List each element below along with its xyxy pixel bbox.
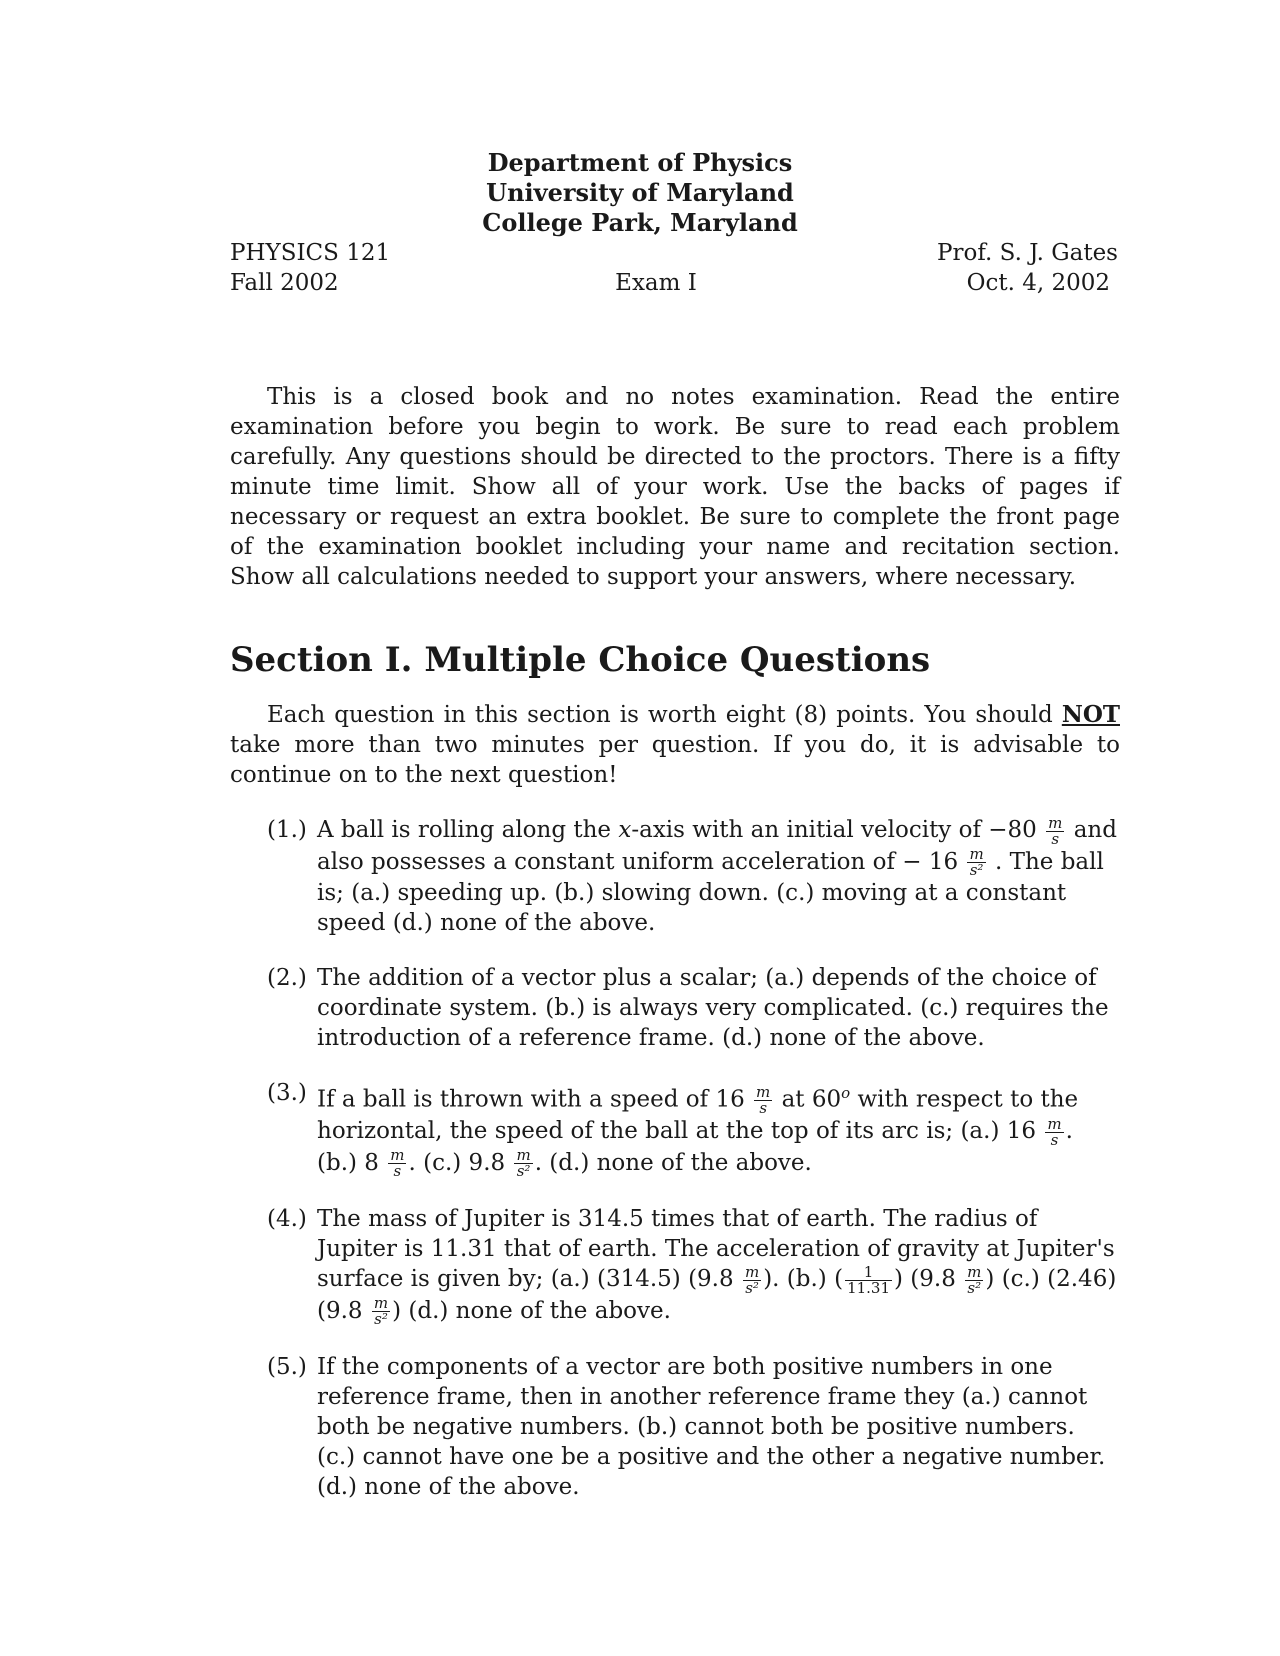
question-number: (1.) — [267, 817, 307, 843]
x-variable: x — [618, 817, 632, 843]
unit-denominator: s² — [374, 1310, 388, 1329]
q1-text: A ball is rolling along the — [317, 817, 612, 843]
unit-denominator: s — [759, 1099, 768, 1118]
unit-denominator: s — [1051, 829, 1060, 848]
term: Fall 2002 — [230, 270, 339, 296]
q3-text-2: at 60 — [781, 1086, 842, 1113]
unit-m-per-s — [388, 1148, 406, 1179]
unit-m-per-s2 — [514, 1148, 532, 1179]
location: College Park, Maryland — [482, 208, 798, 237]
unit-m-per-s2 — [372, 1296, 390, 1327]
unit-numerator: m — [390, 1146, 405, 1165]
q3-text-5: . (c.) 9.8 — [408, 1149, 506, 1176]
unit-numerator: m — [1047, 1114, 1062, 1133]
question-3 — [267, 1078, 1120, 1179]
unit-denominator: s² — [969, 861, 984, 879]
q4-text-4: ) (c.) (2.46) (9.8 — [317, 1266, 1117, 1324]
question-number: (4.) — [267, 1206, 307, 1233]
fraction-numerator: 1 — [845, 1265, 892, 1281]
exam-title-text: Exam I — [615, 270, 697, 296]
unit-m-per-s — [1045, 1114, 1063, 1149]
institution-header — [0, 148, 1280, 238]
unit-denominator: s² — [967, 1278, 982, 1297]
section-instructions — [230, 700, 1120, 790]
question-list — [267, 815, 1120, 1527]
q4-text: The mass of Jupiter is 314.5 times that of earth. The radius of Jupiter is 11.31 that of earth. The acceleration of gravity at Jupiter's surface is given by; (a.) (314.5) (9.8 — [317, 1206, 1115, 1293]
q4-text-5: ) (d.) none of the above. — [392, 1297, 671, 1324]
question-4 — [267, 1204, 1120, 1327]
unit-numerator: m — [516, 1146, 531, 1165]
section-intro-text-2: take more than two minutes per question. If you do, it is advisable to continue on to the next question! — [230, 732, 1120, 788]
course-code: PHYSICS 121 — [230, 240, 391, 266]
department-name: Department of Physics — [487, 148, 793, 177]
q4-text-2: ). (b.) ( — [763, 1266, 844, 1293]
unit-numerator: m — [373, 1294, 389, 1313]
q3-text-6: . (d.) none of the above. — [534, 1149, 812, 1176]
q2-text: The addition of a vector plus a scalar; (a.) depends of the choice of coordinate system. (b.) is always very complicated. (c.) requires the introduction of a reference frame. (d.) none of the above. — [317, 965, 1109, 1051]
unit-m-per-s2 — [967, 847, 985, 878]
question-number: (5.) — [267, 1354, 307, 1381]
q4-text-3: ) (9.8 — [894, 1266, 956, 1293]
degree-symbol: o — [841, 1084, 851, 1102]
unit-denominator: s² — [516, 1162, 531, 1181]
exam-date: Oct. 4, 2002 — [966, 270, 1110, 296]
unit-numerator: m — [1048, 813, 1063, 832]
q3-text-3: with respect to the horizontal, the speed of the ball at the top of its arc is; (a.) 16 — [317, 1086, 1079, 1145]
q1-text-2: -axis with an initial velocity of −80 — [631, 817, 1037, 843]
unit-numerator: m — [744, 1262, 760, 1281]
q3-text: If a ball is thrown with a speed of 16 — [317, 1086, 745, 1113]
section-intro-text: Each question in this section is worth eight (8) points. You should — [267, 702, 1053, 728]
q3-text-4: . (b.) 8 — [317, 1118, 1073, 1176]
unit-m-per-s2 — [743, 1262, 761, 1297]
q1-text-3: and also possesses a constant uniform acceleration of − 16 — [317, 817, 1117, 875]
unit-numerator: m — [969, 845, 984, 863]
unit-denominator: s — [1050, 1130, 1059, 1149]
question-2 — [267, 963, 1120, 1053]
unit-m-per-s2 — [965, 1262, 983, 1297]
fraction-one-over-radius — [845, 1262, 892, 1297]
question-1 — [267, 815, 1120, 938]
university-name: University of Maryland — [486, 178, 794, 207]
q1-text-4: . The ball is; (a.) speeding up. (b.) slowing down. (c.) moving at a constant speed (d.) none of the above. — [317, 848, 1104, 936]
instructions: This is a closed book and no notes examination. Read the entire examination before you begin to work. Be sure to read each problem carefully. Any questions should be directed to the proctors. There is a fifty minute time limit. Show all of your work. Use the backs of pages if necessary or request an extra booklet. Be sure to complete the front page of the examination booklet including your name and recitation section. Show all calculations needed to support your answers, where necessary. — [230, 384, 1120, 590]
professor: Prof. S. J. Gates — [937, 240, 1118, 266]
question-number: (2.) — [267, 965, 307, 991]
unit-m-per-s — [1046, 813, 1064, 848]
unit-numerator: m — [756, 1083, 771, 1102]
unit-denominator: s² — [745, 1278, 759, 1297]
unit-m-per-s — [754, 1085, 772, 1116]
section-title: Section I. Multiple Choice Questions — [230, 640, 931, 680]
unit-numerator: m — [967, 1262, 982, 1281]
q5-text: If the components of a vector are both positive numbers in one reference frame, then in another reference frame they (a.) cannot both be negative numbers. (b.) cannot both be positive numbers. (c.) cannot have one be a positive and the other a negative number. (d.) none of the above. — [317, 1354, 1106, 1501]
unit-denominator: s — [393, 1162, 402, 1181]
question-5 — [267, 1352, 1120, 1502]
fraction-denominator: 11.31 — [847, 1278, 891, 1297]
emphasis-not: NOT — [1061, 701, 1120, 728]
question-number: (3.) — [267, 1080, 307, 1106]
